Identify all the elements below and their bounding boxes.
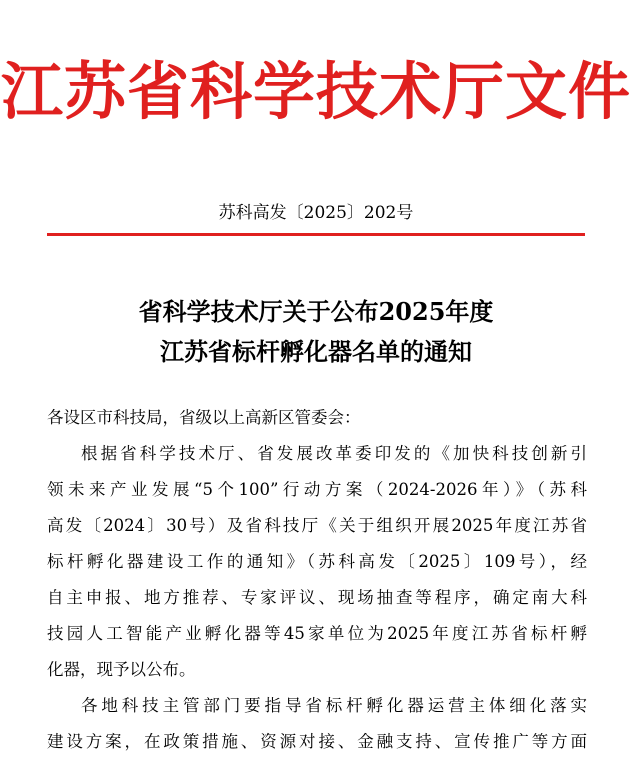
paragraph-1-line: 化器，现予以公布。: [47, 660, 196, 679]
paragraph-1-line: 标杆孵化器建设工作的通知》（苏科高发〔2025〕109号），经: [47, 552, 587, 571]
red-divider-rule: [47, 233, 585, 236]
paragraph-1-line: 技园人工智能产业孵化器等45家单位为2025年度江苏省标杆孵: [47, 624, 587, 643]
paragraph-1-line: 高发〔2024〕30号）及省科技厅《关于组织开展2025年度江苏省: [47, 516, 587, 535]
salutation: 各设区市科技局，省级以上高新区管委会：: [47, 408, 361, 427]
paragraph-1-line: 领未来产业发展“5个100”行动方案（2024-2026年）》（苏科: [47, 480, 587, 499]
notice-title-line-1: 省科学技术厅关于公布2025年度: [138, 297, 494, 326]
notice-body: [47, 400, 587, 760]
paragraph-1-line: 根据省科学技术厅、省发展改革委印发的《加快科技创新引: [81, 444, 587, 463]
document-number: 苏科高发〔2025〕202号: [218, 203, 414, 223]
paragraph-2: [47, 688, 587, 760]
paragraph-1: [47, 436, 587, 688]
notice-title-line-2: 江苏省标杆孵化器名单的通知: [160, 337, 472, 366]
notice-title: [0, 292, 632, 372]
paragraph-2-line: 建设方案，在政策措施、资源对接、金融支持、宣传推广等方面: [47, 732, 587, 751]
masthead-title: 江苏省科学技术厅文件: [0, 55, 631, 128]
paragraph-2-line: 各地科技主管部门要指导省标杆孵化器运营主体细化落实: [81, 696, 587, 715]
paragraph-1-line: 自主申报、地方推荐、专家评议、现场抽查等程序，确定南大科: [47, 588, 587, 607]
